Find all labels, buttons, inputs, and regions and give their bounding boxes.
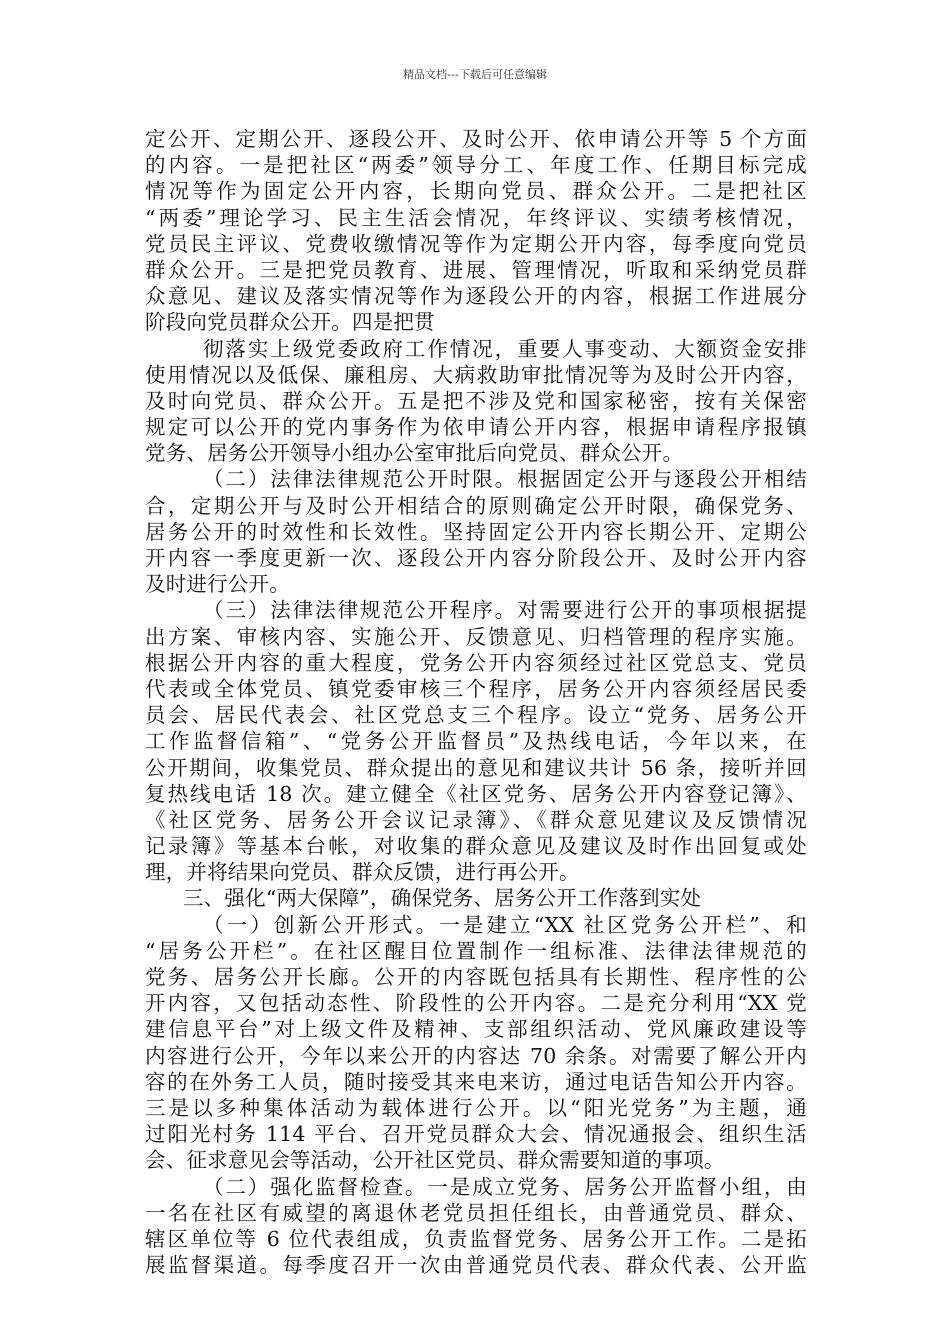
- text-line: 情况等作为固定公开内容，长期向党员、群众公开。二是把社区: [145, 179, 807, 204]
- text-line: 容的在外务工人员，随时接受其来电来访，通过电话告知公开内容。: [145, 1069, 807, 1094]
- text-line: 记录簿》等基本台帐，对收集的群众意见及建议及时作出回复或处: [145, 834, 807, 859]
- page-header: 精品文档---下载后可任意编辑: [403, 68, 547, 81]
- text-line: （二）强化监督检查。一是成立党务、居务公开监督小组，由: [203, 1174, 807, 1199]
- text-line: “两委”理论学习、民主生活会情况，年终评议、实绩考核情况，: [145, 205, 807, 230]
- document-body: [145, 126, 807, 1278]
- text-line: 开内容一季度更新一次、逐段公开内容分阶段公开、及时公开内容: [145, 546, 807, 570]
- text-line: 党员民主评议、党费收缴情况等作为定期公开内容，每季度向党员: [145, 231, 807, 256]
- text-line: 群众公开。三是把党员教育、进展、管理情况，听取和采纳党员群: [145, 257, 807, 282]
- text-line: 理，并将结果向党员、群众反馈，进行再公开。: [145, 860, 580, 885]
- text-line: 根据公开内容的重大程度，党务公开内容须经过社区党总支、党员: [145, 650, 807, 675]
- text-line: 《社区党务、居务公开会议记录簿》、《群众意见建议及反馈情况: [145, 807, 807, 832]
- text-line: 三是以多种集体活动为载体进行公开。以“阳光党务”为主题，通: [145, 1095, 807, 1120]
- text-line: 内容进行公开，今年以来公开的内容达 70 余条。对需要了解公开内: [145, 1043, 807, 1068]
- text-line: 定公开、定期公开、逐段公开、及时公开、依申请公开等 5 个方面: [145, 127, 807, 151]
- text-line: 一名在社区有威望的离退休老党员担任组长，由普通党员、群众、: [145, 1200, 807, 1225]
- text-line: 过阳光村务 114 平台、召开党员群众大会、情况通报会、组织生活: [145, 1122, 807, 1147]
- text-line: 开内容，又包括动态性、阶段性的公开内容。二是充分利用“XX 党: [145, 991, 807, 1016]
- text-line: 党务、居务公开领导小组办公室审批后向党员、群众公开。: [145, 441, 684, 466]
- text-line: 会、征求意见会等活动，公开社区党员、群众需要知道的事项。: [145, 1148, 725, 1173]
- text-line: 众意见、建议及落实情况等作为逐段公开的内容，根据工作进展分: [145, 284, 807, 309]
- text-line: 合，定期公开与及时公开相结合的原则确定公开时限，确保党务、: [145, 493, 807, 518]
- text-line: 阶段向党员群众公开。四是把贯: [145, 310, 435, 335]
- text-line: （三）法律法律规范公开程序。对需要进行公开的事项根据提: [203, 598, 807, 623]
- text-line: 员会、居民代表会、社区党总支三个程序。设立“党务、居务公开: [145, 703, 807, 728]
- text-line: 使用情况以及低保、廉租房、大病救助审批情况等为及时公开内容，: [145, 362, 807, 387]
- text-line: 工作监督信箱”、“党务公开监督员”及热线电话，今年以来，在: [145, 729, 807, 754]
- text-line: 复热线电话 18 次。建立健全《社区党务、居务公开内容登记簿》、: [145, 781, 807, 806]
- text-line: 辖区单位等 6 位代表组成，负责监督党务、居务公开工作。二是拓: [145, 1226, 807, 1251]
- text-line: 党务、居务公开长廊。公开的内容既包括具有长期性、程序性的公: [145, 965, 807, 989]
- text-line: 展监督渠道。每季度召开一次由普通党员代表、群众代表、公开监: [145, 1253, 807, 1278]
- text-line: “居务公开栏”。在社区醒目位置制作一组标准、法律法律规范的: [145, 938, 807, 963]
- text-line: 及时向党员、群众公开。五是把不涉及党和国家秘密，按有关保密: [145, 388, 807, 413]
- text-line: 三、强化“两大保障”，确保党务、居务公开工作落到实处: [183, 886, 702, 911]
- text-line: 出方案、审核内容、实施公开、反馈意见、归档管理的程序实施。: [145, 624, 807, 649]
- text-line: 代表或全体党员、镇党委审核三个程序，居务公开内容须经居民委: [145, 676, 807, 701]
- text-line: 的内容。一是把社区“两委”领导分工、年度工作、任期目标完成: [145, 153, 807, 178]
- text-line: 规定可以公开的党内事务作为依申请公开内容，根据申请程序报镇: [145, 415, 807, 440]
- text-line: 及时进行公开。: [145, 572, 290, 597]
- text-line: 居务公开的时效性和长效性。坚持固定公开内容长期公开、定期公: [145, 519, 807, 544]
- text-line: 公开期间，收集党员、群众提出的意见和建议共计 56 条，接听并回: [145, 755, 807, 780]
- text-line: （一）创新公开形式。一是建立“XX 社区党务公开栏”、和: [203, 912, 807, 937]
- text-line: 彻落实上级党委政府工作情况，重要人事变动、大额资金安排: [203, 336, 807, 361]
- text-line: 建信息平台”对上级文件及精神、支部组织活动、党风廉政建设等: [145, 1017, 807, 1042]
- text-line: （二）法律法律规范公开时限。根据固定公开与逐段公开相结: [203, 467, 807, 492]
